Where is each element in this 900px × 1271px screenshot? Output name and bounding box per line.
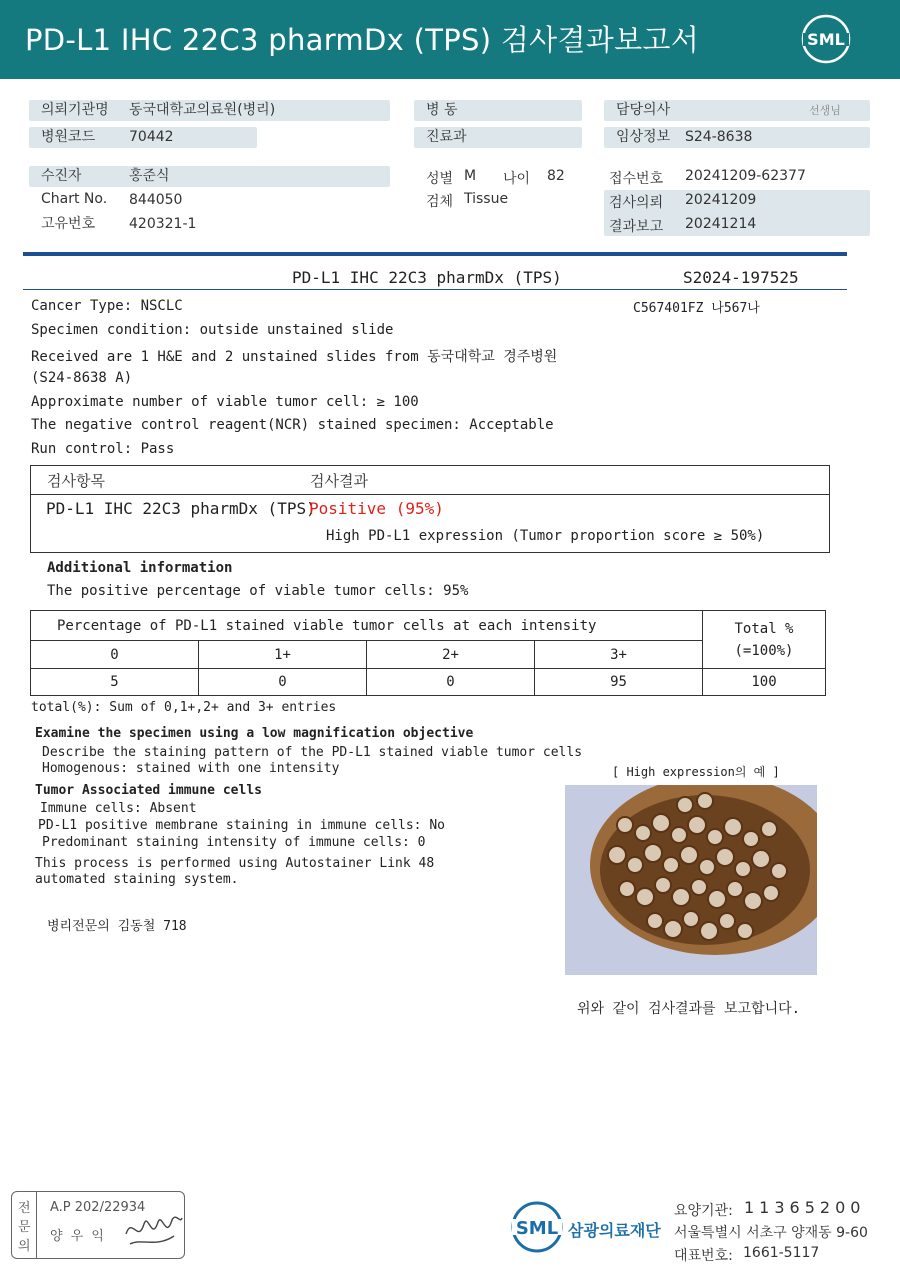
doctor-field: 담당의사 선생님 (604, 100, 870, 121)
report-number: S2024-197525 (683, 268, 799, 287)
report-title: PD-L1 IHC 22C3 pharmDx (TPS) 검사결과보고서 (25, 23, 700, 57)
examine-line: Homogenous: stained with one intensity (42, 761, 340, 776)
report-header (0, 0, 900, 79)
svg-text:SML: SML (807, 30, 845, 49)
chart-value: 844050 (129, 192, 183, 208)
report-line: (S24-8638 A) (31, 370, 133, 386)
intensity-value: 5 (31, 669, 199, 696)
immune-title: Tumor Associated immune cells (35, 783, 262, 798)
image-caption: [ High expression의 예 ] (612, 765, 780, 779)
intensity-value: 0 (199, 669, 367, 696)
item-header: 검사항목 (47, 472, 105, 490)
stamp-name: 양 우 익 (50, 1229, 106, 1244)
receipt-label: 접수번호 (609, 171, 664, 187)
receipt-value: 20241209-62377 (685, 168, 806, 184)
process-line: This process is performed using Autostainer Link 48 (35, 856, 435, 871)
chart-label: Chart No. (41, 191, 108, 207)
examine-line: Describe the staining pattern of the PD-L1 stained viable tumor cells (42, 745, 583, 760)
intensity-caption: Percentage of PD-L1 stained viable tumor cells at each intensity (31, 611, 703, 641)
uid-label: 고유번호 (41, 216, 96, 232)
intensity-header: 3+ (535, 641, 703, 669)
stamp-side-char: 의 (18, 1239, 31, 1254)
sex-label: 성별 (426, 171, 454, 187)
sml-footer-logo-icon (510, 1200, 564, 1254)
request-label: 검사의뢰 (609, 195, 664, 211)
stained-cells-illustration (565, 785, 817, 975)
process-line: automated staining system. (35, 872, 239, 887)
ward-field: 병 동 (414, 100, 582, 121)
result-header: 검사결과 (310, 472, 368, 490)
uid-value: 420321-1 (129, 216, 197, 232)
test-name: PD-L1 IHC 22C3 pharmDx (TPS) (292, 268, 562, 287)
intensity-value: 95 (535, 669, 703, 696)
total-header-line: Total % (734, 620, 794, 637)
result-note: High PD-L1 expression (Tumor proportion score ≥ 50%) (326, 528, 765, 544)
divider (23, 252, 847, 256)
immune-line: Immune cells: Absent (40, 801, 197, 816)
total-header (703, 611, 826, 669)
specimen-label: 검체 (426, 194, 454, 210)
handwritten-signature-icon (122, 1204, 184, 1252)
intensity-header: 2+ (367, 641, 535, 669)
org-address: 서울특별시 서초구 양재동 9-60 (674, 1225, 868, 1241)
pathologist-stamp (11, 1191, 185, 1259)
report-line: Run control: Pass (31, 441, 175, 457)
facility-code-label: 요양기관: (674, 1203, 733, 1219)
facility-code-value: 11365200 (744, 1198, 866, 1217)
additional-title: Additional information (47, 560, 233, 576)
total-header-line: (=100%) (734, 642, 794, 659)
report-line: Specimen condition: outside unstained slide (31, 322, 394, 338)
dept-field: 진료과 (414, 127, 582, 148)
specimen-code: C567401FZ 나567나 (633, 301, 760, 316)
closing-statement: 위와 같이 검사결과를 보고합니다. (577, 1001, 801, 1017)
patient-field: 수진자 홍준식 (29, 166, 390, 187)
additional-text: The positive percentage of viable tumor cells: 95% (47, 583, 469, 599)
report-line: The negative control reagent(NCR) stained specimen: Acceptable (31, 417, 554, 433)
result-box-divider (31, 494, 829, 495)
phone-value: 1661-5117 (743, 1245, 820, 1261)
immune-line: PD-L1 positive membrane staining in immune cells: No (38, 818, 445, 833)
sml-logo-icon (800, 13, 852, 65)
result-value: Positive (95%) (309, 499, 444, 518)
report-date-value: 20241214 (685, 216, 757, 232)
intensity-value: 0 (367, 669, 535, 696)
clinical-info-field: 임상정보 S24-8638 (604, 127, 870, 148)
svg-text:SML: SML (515, 1218, 559, 1239)
high-expression-example-image (565, 785, 817, 975)
examine-title: Examine the specimen using a low magnification objective (35, 726, 474, 741)
stamp-side (12, 1192, 37, 1258)
title-underline (23, 289, 847, 290)
intensity-header: 0 (31, 641, 199, 669)
immune-line: Predominant staining intensity of immune cells: 0 (42, 835, 426, 850)
stamp-side-char: 문 (18, 1220, 31, 1235)
specimen-value: Tissue (464, 191, 509, 207)
total-value: 100 (703, 669, 826, 696)
age-label: 나이 (503, 171, 531, 187)
table-footnote: total(%): Sum of 0,1+,2+ and 3+ entries (31, 700, 337, 715)
age-value: 82 (547, 168, 565, 184)
intensity-header: 1+ (199, 641, 367, 669)
stamp-ap-number: A.P 202/22934 (50, 1200, 146, 1215)
sex-value: M (464, 168, 477, 184)
phone-label: 대표번호: (674, 1248, 733, 1264)
institution-field: 의뢰기관명 동국대학교의료원(병리) (29, 100, 390, 121)
report-line: Received are 1 H&E and 2 unstained slides from 동국대학교 경주병원 (31, 349, 558, 365)
pathologist-signature: 병리전문의 김동철 718 (47, 919, 187, 934)
org-name: 삼광의료재단 (568, 1221, 661, 1240)
request-value: 20241209 (685, 192, 757, 208)
intensity-table (30, 610, 826, 696)
report-line: Cancer Type: NSCLC (31, 298, 183, 314)
report-line: Approximate number of viable tumor cell: ≥ 100 (31, 394, 419, 410)
stamp-side-char: 전 (18, 1201, 31, 1216)
result-item: PD-L1 IHC 22C3 pharmDx (TPS) (46, 499, 316, 518)
report-date-label: 결과보고 (609, 219, 664, 235)
hospital-code-field: 병원코드 70442 (29, 127, 257, 148)
